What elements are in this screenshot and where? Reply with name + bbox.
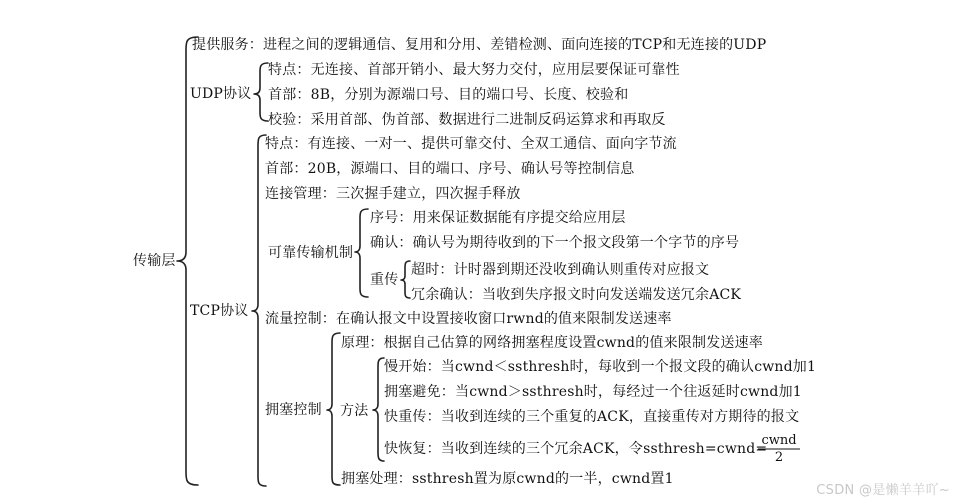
congestion-avoidance: 拥塞避免：当cwnd＞ssthresh时，每经过一个往返延时cwnd加1 <box>384 384 802 400</box>
slow-start: 慢开始：当cwnd＜ssthresh时，每收到一个报文段的确认cwnd加1 <box>384 359 817 375</box>
tcp-header: 首部：20B，源端口、目的端口、序号、确认号等控制信息 <box>265 161 635 177</box>
brace-udp <box>254 63 268 121</box>
tcp-conn-mgmt: 连接管理：三次握手建立，四次握手释放 <box>265 186 521 202</box>
tcp-feature: 特点：有连接、一对一、提供可靠交付、全双工通信、面向字节流 <box>265 136 677 152</box>
method-label: 方法 <box>340 403 369 419</box>
watermark: CSDN @是懒羊羊吖~ <box>816 483 950 498</box>
retrans-label: 重传 <box>370 272 399 288</box>
brace-reliable <box>355 209 368 297</box>
udp-header: 首部：8B，分别为源端口号、目的端口号、长度、校验和 <box>268 87 629 103</box>
udp-label: UDP协议 <box>190 86 252 102</box>
brace-retrans <box>401 261 410 298</box>
brace-method <box>373 358 384 461</box>
congestion-principle: 原理：根据自己估算的网络拥塞程度设置cwnd的值来限制发送速率 <box>341 335 764 351</box>
fraction-denominator: 2 <box>774 450 784 465</box>
service-text: 提供服务：进程之间的逻辑通信、复用和分用、差错检测、面向连接的TCP和无连接的UDP <box>192 37 767 53</box>
brace-congestion <box>327 333 340 485</box>
flow-control: 流量控制：在确认报文中设置接收窗口rwnd的值来限制发送速率 <box>265 311 672 327</box>
udp-feature: 特点：无连接、首部开销小、最大努力交付，应用层要保证可靠性 <box>268 62 680 78</box>
brace-root <box>177 37 198 485</box>
root-label: 传输层 <box>133 253 176 269</box>
retrans-timeout: 超时：计时器到期还没收到确认则重传对应报文 <box>411 262 710 278</box>
retrans-redundant: 冗余确认：当收到失序报文时向发送端发送冗余ACK <box>411 287 742 303</box>
congestion-label: 拥塞控制 <box>265 402 322 418</box>
congestion-handling: 拥塞处理：ssthresh置为原cwnd的一半，cwnd置1 <box>341 471 674 487</box>
tcp-label: TCP协议 <box>190 303 249 319</box>
fraction-numerator: cwnd <box>761 433 797 448</box>
udp-checksum: 校验：采用首部、伪首部、数据进行二进制反码运算求和再取反 <box>268 112 666 128</box>
reliable-ack: 确认：确认号为期待收到的下一个报文段第一个字节的序号 <box>370 235 740 251</box>
reliable-label: 可靠传输机制 <box>268 245 354 261</box>
fast-retransmit: 快重传：当收到连续的三个重复的ACK，直接重传对方期待的报文 <box>384 409 800 425</box>
fast-recovery: 快恢复：当收到连续的三个冗余ACK，令ssthresh=cwnd= <box>384 441 768 457</box>
reliable-seq: 序号：用来保证数据能有序提交给应用层 <box>370 210 626 226</box>
brace-tcp <box>252 135 266 486</box>
